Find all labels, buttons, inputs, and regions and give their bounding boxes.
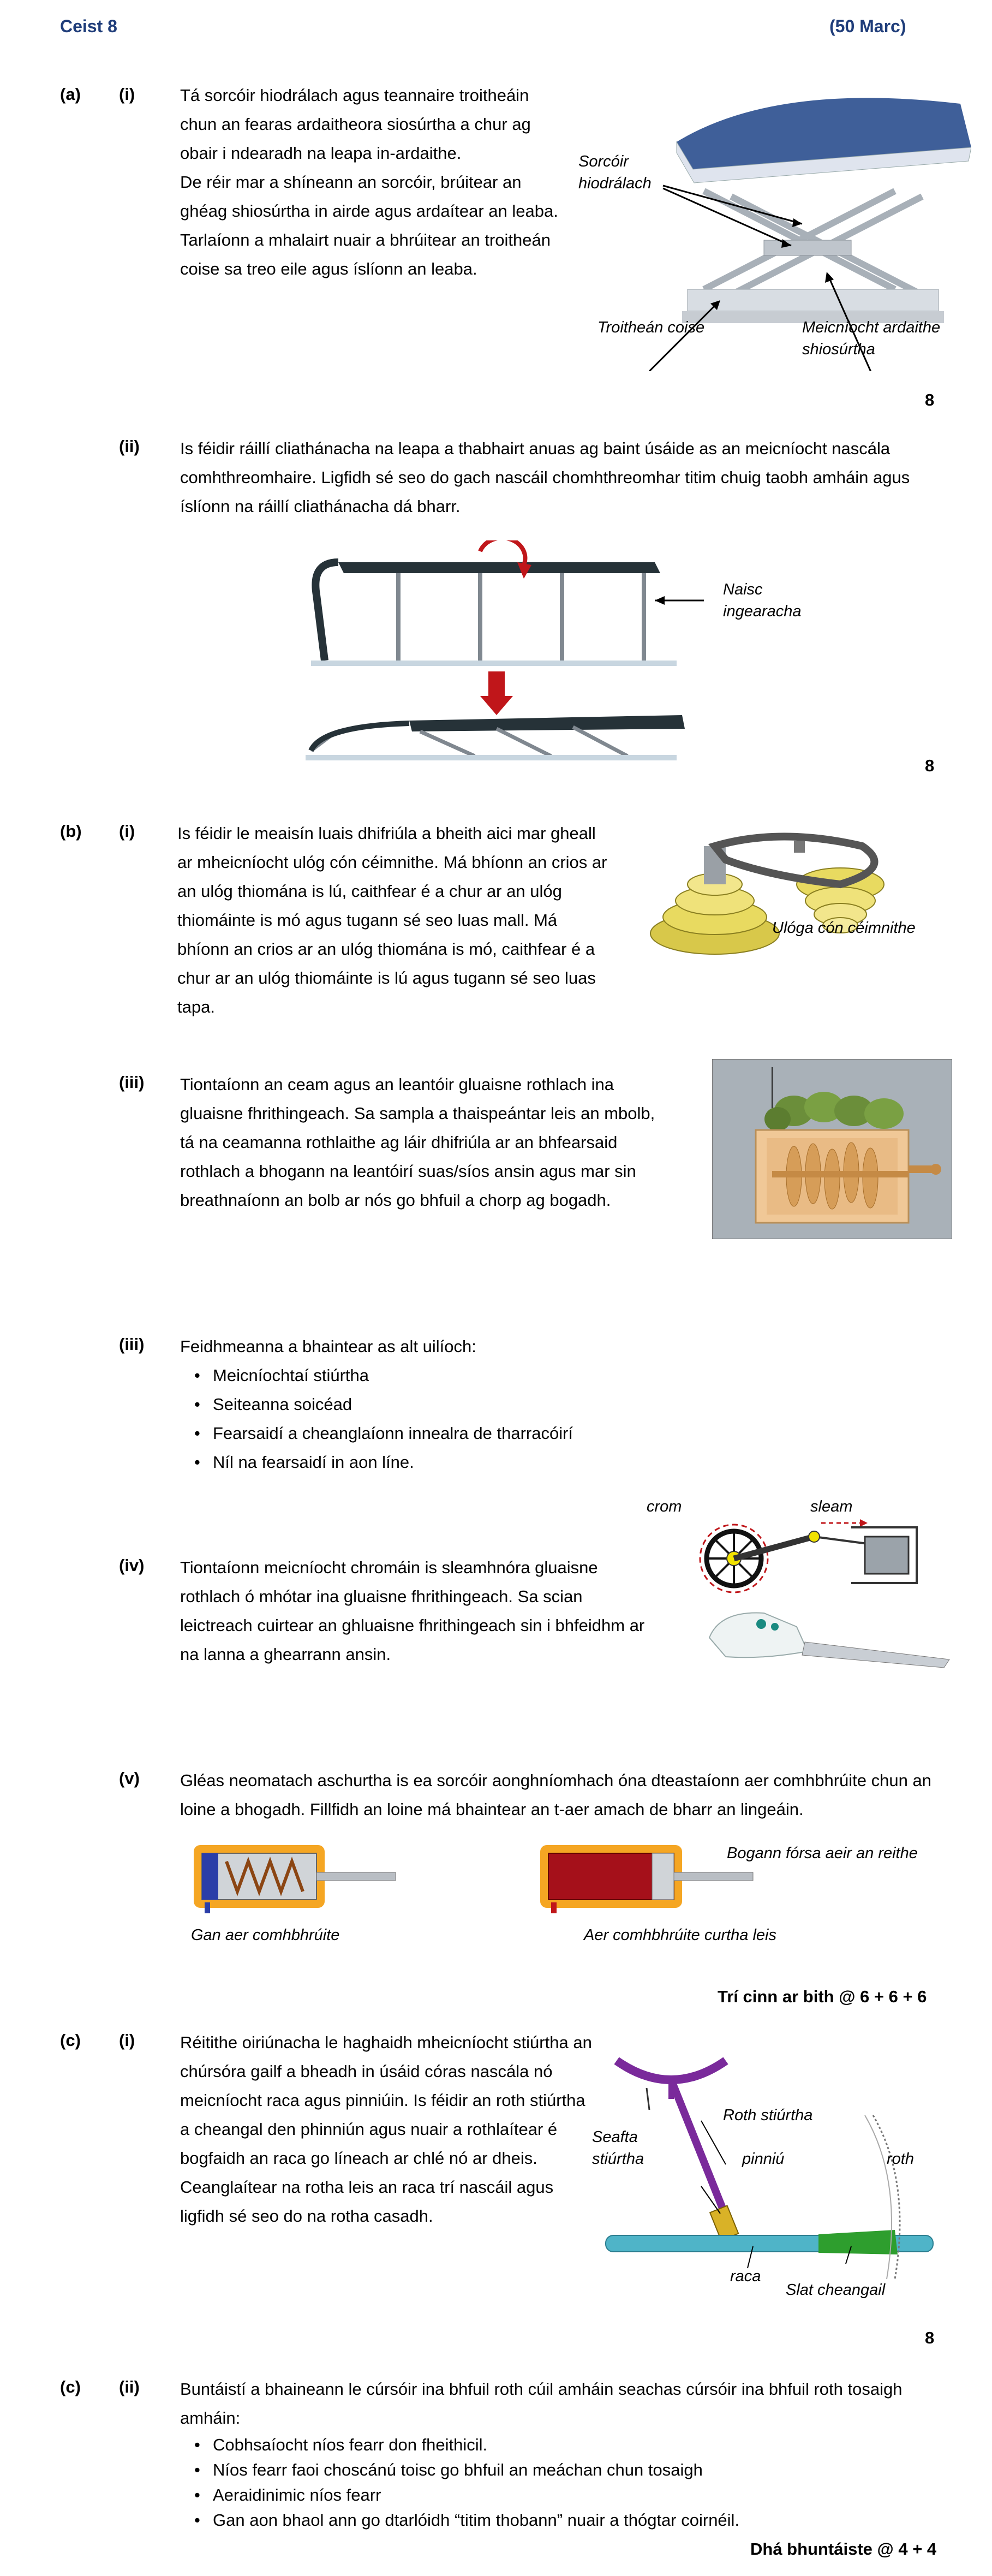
upper-rail <box>311 540 677 666</box>
stepped-cone-pulley-figure <box>649 830 933 961</box>
part-a-label: (a) <box>60 85 81 104</box>
fig-label-tierod: Slat cheangail <box>786 2281 886 2299</box>
lowered-rail <box>306 715 685 760</box>
list-item: • Seiteanna soicéad <box>180 1390 671 1419</box>
cylinder-no-air-figure <box>191 1842 398 1913</box>
part-a-ii-text: Is féidir ráillí cliathánacha na leapa a thabhairt anuas ag baint úsáide as an meicníocht nascála comhthreomhaire. Ligfidh sé seo do gach nascáil chomhthreomhar titim chuig taobh amháin agus íslíonn na ráillí cliathánacha dá bharr. <box>180 439 910 516</box>
fig-label-roadwheel: roth <box>887 2150 914 2168</box>
advantages-list <box>180 2432 944 2533</box>
question-title: Ceist 8 <box>60 16 117 36</box>
fig-label-scissor: Meicníocht ardaithe shiosúrtha <box>802 319 941 358</box>
fig-label-cylinder-line2: hiodrálach <box>578 175 652 192</box>
fig-label-cylinder-line1: Sorcóir <box>578 153 629 170</box>
universal-joint-uses-list <box>180 1361 671 1477</box>
part-c-ii-sub-label: (ii) <box>119 2377 140 2396</box>
fig-label-cone-pulley: Ulóga cón céimnithe <box>772 919 916 937</box>
electric-knife <box>709 1613 949 1668</box>
fig-label-air: Aer comhbhrúite curtha leis <box>584 1926 776 1944</box>
part-b-iii-b-intro: Feidhmeanna a bhaintear as alt uilíoch: <box>180 1337 476 1356</box>
part-a-i-mark: 8 <box>925 390 935 409</box>
part-a-i-p2: De réir mar a shíneann an sorcóir, brúitear an ghéag shiosúrtha in airde agus ardaítear an leaba. <box>180 172 558 221</box>
list-item: • Níos fearr faoi choscánú toisc go bhfuil an meáchan chun tosaigh <box>180 2458 944 2483</box>
down-arrow <box>480 671 513 715</box>
fig-label-shaft: Seafta stiúrtha <box>592 2128 644 2168</box>
fig-label-links: Naisc ingearacha <box>723 581 802 620</box>
steering-wheel <box>617 2061 726 2080</box>
part-b-i-text: Is féidir le meaisín luais dhifriúla a bheith aici mar gheall ar mheicníocht ulóg cón céimnithe. Má bhíonn an crios ar an ulóg thiomána is lú, caithfear é a chur ar an ulóg thiomáinte is mó agus tugann sé seo luas mall. Má bhíonn an crios ar an ulóg thiomána is mó, caithfear é a chur ar an ulóg thiomáinte is lú agus tugann sé seo luas tapa. <box>177 824 607 1016</box>
part-b-iii-b-label: (iii) <box>119 1335 145 1354</box>
part-b-iii-a-text: Tiontaíonn an ceam agus an leantóir gluaisne rothlach ina gluaisne fhrithingeach. Sa sampla a thaispeántar leis an mbolb, tá na ceamanna rothlaithe ag láir dhifriúla ar an bhfearsaid rothlach a bhogann na leantóirí suas/síos ansin agus mar sin breathnaíonn an bolb ar nós go bhfuil a chorp ag bogadh. <box>180 1075 655 1210</box>
list-item: • Cobhsaíocht níos fearr don fheithicil. <box>180 2432 944 2458</box>
fig-label-wheel: Roth stiúrtha <box>723 2107 813 2124</box>
part-b-mark: Trí cinn ar bith @ 6 + 6 + 6 <box>718 1987 927 2006</box>
part-b-label: (b) <box>60 822 82 841</box>
fig-label-pinion: pinniú <box>742 2150 785 2168</box>
rack-pinion-steering-figure <box>589 2050 949 2306</box>
part-b-v-text: Gléas neomatach aschurtha is ea sorcóir aonghníomhach óna dteastaíonn aer comhbhrúite chun an loine a bhogadh. Fillfidh an loine má bhaintear an t-aer amach de bharr an lingeáin. <box>180 1771 931 1819</box>
list-item: • Fearsaidí a cheanglaíonn innealra de tharracóirí <box>180 1419 671 1448</box>
left-cone-pulley <box>650 846 779 954</box>
part-b-iv-text: Tiontaíonn meicníocht chromáin is sleamhnóra gluaisne rothlach ó mhótar ina gluaisne fhrithingeach. Sa scian leictreach cuirtear an ghluaisne fhrithingeach sin i bhfeidhm ar na lanna a ghearrann ansin. <box>180 1558 645 1664</box>
tie-rod <box>818 2230 898 2254</box>
part-a-ii-label: (ii) <box>119 437 140 456</box>
hydraulic-cylinder <box>764 240 851 255</box>
part-c-ii-label: (c) <box>60 2377 81 2396</box>
list-item: • Níl na fearsaidí in aon líne. <box>180 1448 671 1477</box>
list-item: • Meicníochtaí stiúrtha <box>180 1361 671 1390</box>
part-b-iv-label: (iv) <box>119 1556 145 1575</box>
list-item: • Gan aon bhaol ann go dtarlóidh “titim thobann” nuair a thógtar coirnéil. <box>180 2508 944 2533</box>
fig-label-crank: crom <box>647 1498 682 1515</box>
total-marks: (50 Marc) <box>829 16 906 36</box>
part-a-ii-mark: 8 <box>925 756 935 775</box>
part-a-i-p1: Tá sorcóir hiodrálach agus teannaire troitheáin chun an fearas ardaitheora siosúrtha a chur ag obair i ndearadh na leapa in-ardaithe. <box>180 86 531 163</box>
part-b-iii-a-label: (iii) <box>119 1073 145 1092</box>
fig-label-pedal: Troitheán coise <box>597 319 705 336</box>
part-c-label: (c) <box>60 2031 81 2050</box>
fig-label-rack: raca <box>730 2268 761 2285</box>
part-c-ii-mark: Dhá bhuntáiste @ 4 + 4 <box>750 2539 937 2559</box>
part-c-i-label: (i) <box>119 2031 135 2050</box>
part-c-ii-intro: Buntáistí a bhaineann le cúrsóir ina bhfuil roth cúil amháin seachas cúrsóir ina bhfuil roth tosaigh amháin: <box>180 2379 903 2428</box>
side-rail-figure <box>300 540 704 770</box>
cylinder-air-figure <box>537 1842 756 1913</box>
part-b-v-label: (v) <box>119 1769 140 1788</box>
cam-caterpillar-figure <box>712 1059 952 1239</box>
fig-label-no-air: Gan aer comhbhrúite <box>191 1926 340 1944</box>
part-c-i-text: Réitithe oiriúnacha le haghaidh mheicníocht stiúrtha an chúrsóra gailf a bheadh in úsáid córas nascála nó meicníocht raca agus pinniúin. Is féidir an roth stiúrtha a cheangal den phinniún agus nuair a rothlaítear é bogfaidh an raca go líneach ar chlé nó ar dheis. Ceanglaítear na rotha leis an raca trí nascáil agus ligfidh sé seo do na rotha casadh. <box>180 2033 592 2226</box>
fig-label-air-force: Bogann fórsa aeir an reithe <box>727 1845 918 1862</box>
crank-slider-figure <box>688 1512 960 1698</box>
part-a-i-p3: Tarlaíonn a mhalairt nuair a bhrúitear an troitheán coise sa treo eile agus íslíonn an leaba. <box>180 230 551 278</box>
list-item: • Aeraidinimic níos fearr <box>180 2483 944 2508</box>
part-a-i-text <box>180 81 562 283</box>
part-a-i-label: (i) <box>119 85 135 104</box>
part-c-i-mark: 8 <box>925 2328 935 2347</box>
part-b-i-label: (i) <box>119 822 135 841</box>
steering-shaft <box>671 2080 725 2214</box>
fig-label-slider: sleam <box>810 1498 853 1515</box>
